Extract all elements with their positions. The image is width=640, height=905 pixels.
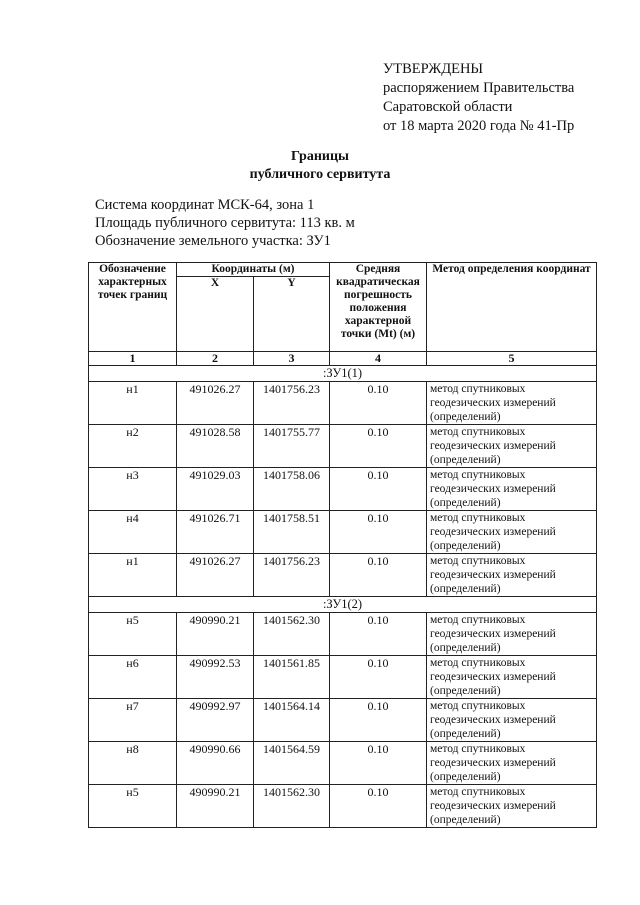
title-line-1: Границы <box>291 149 349 164</box>
zone-label: :ЗУ1(2) <box>89 597 597 613</box>
coordinates-table <box>88 262 597 828</box>
zone-label: :ЗУ1(1) <box>89 366 597 382</box>
table-row <box>89 785 597 828</box>
table-row <box>89 554 597 597</box>
point-name-cell: н1 <box>89 382 177 425</box>
col-number: 1 <box>89 352 177 366</box>
method-cell: метод спутниковых геодезических измерений (определений) <box>427 613 597 656</box>
x-coordinate-cell: 490990.21 <box>177 613 254 656</box>
method-cell: метод спутниковых геодезических измерений (определений) <box>427 382 597 425</box>
y-coordinate-cell: 1401756.23 <box>254 382 330 425</box>
y-coordinate-cell: 1401564.59 <box>254 742 330 785</box>
point-name-cell: н1 <box>89 554 177 597</box>
approval-line-3: Саратовской области <box>383 99 513 115</box>
table-row <box>89 468 597 511</box>
method-cell: метод спутниковых геодезических измерений (определений) <box>427 511 597 554</box>
error-cell: 0.10 <box>330 382 427 425</box>
table-row <box>89 699 597 742</box>
y-coordinate-cell: 1401755.77 <box>254 425 330 468</box>
y-coordinate-cell: 1401562.30 <box>254 613 330 656</box>
plot-text: Обозначение земельного участка: ЗУ1 <box>95 233 331 249</box>
document-title <box>0 148 640 184</box>
x-coordinate-cell: 491026.71 <box>177 511 254 554</box>
table-body <box>89 366 597 828</box>
x-coordinate-cell: 490992.97 <box>177 699 254 742</box>
error-cell: 0.10 <box>330 656 427 699</box>
col-number: 4 <box>330 352 427 366</box>
y-coordinate-cell: 1401758.51 <box>254 511 330 554</box>
y-coordinate-cell: 1401758.06 <box>254 468 330 511</box>
header-coords: Координаты (м) <box>177 263 330 277</box>
point-name-cell: н3 <box>89 468 177 511</box>
error-cell: 0.10 <box>330 425 427 468</box>
x-coordinate-cell: 491029.03 <box>177 468 254 511</box>
table-row <box>89 382 597 425</box>
area-text: Площадь публичного сервитута: 113 кв. м <box>95 215 355 231</box>
y-coordinate-cell: 1401564.14 <box>254 699 330 742</box>
header-error: Средняя квадратическая погрешность положения характерной точки (Mt) (м) <box>330 263 427 352</box>
point-name-cell: н6 <box>89 656 177 699</box>
error-cell: 0.10 <box>330 468 427 511</box>
header-point: Обозначение характерных точек границ <box>89 263 177 352</box>
info-block <box>95 196 355 250</box>
table-row <box>89 511 597 554</box>
col-number: 3 <box>254 352 330 366</box>
table-row <box>89 742 597 785</box>
method-cell: метод спутниковых геодезических измерений (определений) <box>427 468 597 511</box>
x-coordinate-cell: 491026.27 <box>177 382 254 425</box>
approval-block <box>383 60 574 136</box>
method-cell: метод спутниковых геодезических измерений (определений) <box>427 656 597 699</box>
point-name-cell: н2 <box>89 425 177 468</box>
error-cell: 0.10 <box>330 554 427 597</box>
method-cell: метод спутниковых геодезических измерений (определений) <box>427 699 597 742</box>
zone-row <box>89 597 597 613</box>
point-name-cell: н7 <box>89 699 177 742</box>
header-row <box>89 263 597 277</box>
approval-line-4: от 18 марта 2020 года № 41-Пр <box>383 118 575 134</box>
header-y: Y <box>254 277 330 352</box>
coord-system-text: Система координат МСК-64, зона 1 <box>95 197 315 213</box>
zone-row <box>89 366 597 382</box>
table-row <box>89 613 597 656</box>
error-cell: 0.10 <box>330 699 427 742</box>
x-coordinate-cell: 491028.58 <box>177 425 254 468</box>
x-coordinate-cell: 490990.21 <box>177 785 254 828</box>
y-coordinate-cell: 1401562.30 <box>254 785 330 828</box>
point-name-cell: н5 <box>89 613 177 656</box>
method-cell: метод спутниковых геодезических измерений (определений) <box>427 554 597 597</box>
point-name-cell: н8 <box>89 742 177 785</box>
column-number-row <box>89 352 597 366</box>
x-coordinate-cell: 490990.66 <box>177 742 254 785</box>
method-cell: метод спутниковых геодезических измерений (определений) <box>427 785 597 828</box>
point-name-cell: н4 <box>89 511 177 554</box>
error-cell: 0.10 <box>330 742 427 785</box>
header-method: Метод определения координат <box>427 263 597 352</box>
approval-line-1: УТВЕРЖДЕНЫ <box>383 61 484 77</box>
title-line-2: публичного сервитута <box>249 167 391 182</box>
method-cell: метод спутниковых геодезических измерений (определений) <box>427 425 597 468</box>
y-coordinate-cell: 1401756.23 <box>254 554 330 597</box>
point-name-cell: н5 <box>89 785 177 828</box>
method-cell: метод спутниковых геодезических измерений (определений) <box>427 742 597 785</box>
table-row <box>89 425 597 468</box>
y-coordinate-cell: 1401561.85 <box>254 656 330 699</box>
col-number: 5 <box>427 352 597 366</box>
header-x: X <box>177 277 254 352</box>
error-cell: 0.10 <box>330 785 427 828</box>
x-coordinate-cell: 491026.27 <box>177 554 254 597</box>
x-coordinate-cell: 490992.53 <box>177 656 254 699</box>
approval-line-2: распоряжением Правительства <box>383 80 575 96</box>
error-cell: 0.10 <box>330 511 427 554</box>
col-number: 2 <box>177 352 254 366</box>
error-cell: 0.10 <box>330 613 427 656</box>
table-row <box>89 656 597 699</box>
